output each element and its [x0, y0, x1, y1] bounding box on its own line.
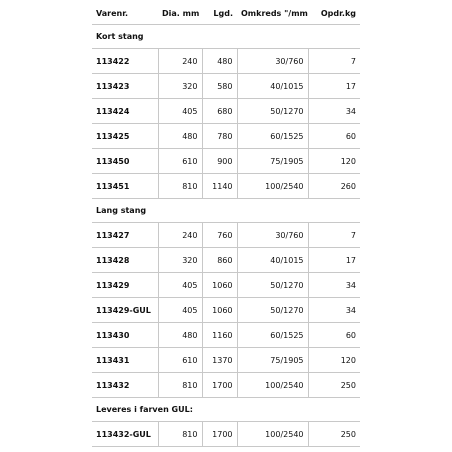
product-table [92, 2, 360, 447]
cell-varenr: 113422 [92, 49, 158, 74]
cell-opdr: 34 [308, 273, 360, 298]
table-row [92, 248, 360, 273]
section-header-row [92, 25, 360, 49]
section-header-row [92, 199, 360, 223]
cell-lgd: 1060 [202, 273, 237, 298]
cell-varenr: 113431 [92, 348, 158, 373]
cell-lgd: 580 [202, 74, 237, 99]
cell-dia: 320 [158, 248, 202, 273]
table-row [92, 422, 360, 447]
cell-opdr: 34 [308, 298, 360, 323]
product-table-body [92, 2, 360, 447]
cell-omkreds: 50/1270 [237, 273, 308, 298]
table-row [92, 149, 360, 174]
cell-omkreds: 40/1015 [237, 248, 308, 273]
cell-opdr: 60 [308, 124, 360, 149]
header-opdr: Opdr.kg [308, 2, 360, 25]
cell-opdr: 260 [308, 174, 360, 199]
header-dia: Dia. mm [158, 2, 202, 25]
cell-varenr: 113430 [92, 323, 158, 348]
cell-varenr: 113432 [92, 373, 158, 398]
cell-dia: 610 [158, 348, 202, 373]
cell-opdr: 250 [308, 422, 360, 447]
cell-dia: 405 [158, 99, 202, 124]
cell-dia: 810 [158, 422, 202, 447]
cell-opdr: 120 [308, 149, 360, 174]
cell-dia: 405 [158, 298, 202, 323]
cell-opdr: 250 [308, 373, 360, 398]
cell-dia: 480 [158, 323, 202, 348]
cell-omkreds: 75/1905 [237, 149, 308, 174]
cell-varenr: 113450 [92, 149, 158, 174]
cell-omkreds: 30/760 [237, 49, 308, 74]
section-title: Leveres i farven GUL: [92, 398, 360, 422]
cell-opdr: 17 [308, 74, 360, 99]
header-varenr: Varenr. [92, 2, 158, 25]
table-row [92, 273, 360, 298]
cell-opdr: 60 [308, 323, 360, 348]
cell-omkreds: 100/2540 [237, 422, 308, 447]
cell-lgd: 860 [202, 248, 237, 273]
cell-lgd: 780 [202, 124, 237, 149]
cell-varenr: 113424 [92, 99, 158, 124]
cell-omkreds: 100/2540 [237, 174, 308, 199]
cell-lgd: 680 [202, 99, 237, 124]
cell-dia: 240 [158, 223, 202, 248]
cell-opdr: 34 [308, 99, 360, 124]
cell-varenr: 113429 [92, 273, 158, 298]
cell-omkreds: 60/1525 [237, 323, 308, 348]
cell-dia: 610 [158, 149, 202, 174]
cell-lgd: 480 [202, 49, 237, 74]
cell-varenr: 113451 [92, 174, 158, 199]
product-table-container [92, 2, 360, 447]
cell-lgd: 1140 [202, 174, 237, 199]
section-title: Lang stang [92, 199, 360, 223]
table-row [92, 373, 360, 398]
table-row [92, 323, 360, 348]
table-row [92, 174, 360, 199]
cell-omkreds: 50/1270 [237, 298, 308, 323]
cell-lgd: 1060 [202, 298, 237, 323]
table-row [92, 74, 360, 99]
cell-omkreds: 75/1905 [237, 348, 308, 373]
cell-dia: 810 [158, 373, 202, 398]
cell-lgd: 760 [202, 223, 237, 248]
cell-dia: 405 [158, 273, 202, 298]
cell-varenr: 113423 [92, 74, 158, 99]
cell-opdr: 7 [308, 223, 360, 248]
cell-lgd: 1370 [202, 348, 237, 373]
table-row [92, 49, 360, 74]
cell-varenr: 113432-GUL [92, 422, 158, 447]
section-title: Kort stang [92, 25, 360, 49]
table-row [92, 223, 360, 248]
cell-lgd: 1700 [202, 422, 237, 447]
table-row [92, 298, 360, 323]
cell-omkreds: 30/760 [237, 223, 308, 248]
cell-dia: 480 [158, 124, 202, 149]
cell-lgd: 1160 [202, 323, 237, 348]
cell-lgd: 900 [202, 149, 237, 174]
cell-varenr: 113429-GUL [92, 298, 158, 323]
cell-lgd: 1700 [202, 373, 237, 398]
cell-dia: 320 [158, 74, 202, 99]
cell-omkreds: 60/1525 [237, 124, 308, 149]
cell-opdr: 17 [308, 248, 360, 273]
cell-omkreds: 40/1015 [237, 74, 308, 99]
table-row [92, 99, 360, 124]
cell-varenr: 113427 [92, 223, 158, 248]
header-omkreds: Omkreds "/mm [237, 2, 308, 25]
cell-omkreds: 100/2540 [237, 373, 308, 398]
table-row [92, 124, 360, 149]
cell-dia: 240 [158, 49, 202, 74]
cell-varenr: 113428 [92, 248, 158, 273]
table-header-row [92, 2, 360, 25]
table-row [92, 348, 360, 373]
cell-opdr: 120 [308, 348, 360, 373]
cell-varenr: 113425 [92, 124, 158, 149]
cell-dia: 810 [158, 174, 202, 199]
cell-omkreds: 50/1270 [237, 99, 308, 124]
header-lgd: Lgd. [202, 2, 237, 25]
section-header-row [92, 398, 360, 422]
cell-opdr: 7 [308, 49, 360, 74]
